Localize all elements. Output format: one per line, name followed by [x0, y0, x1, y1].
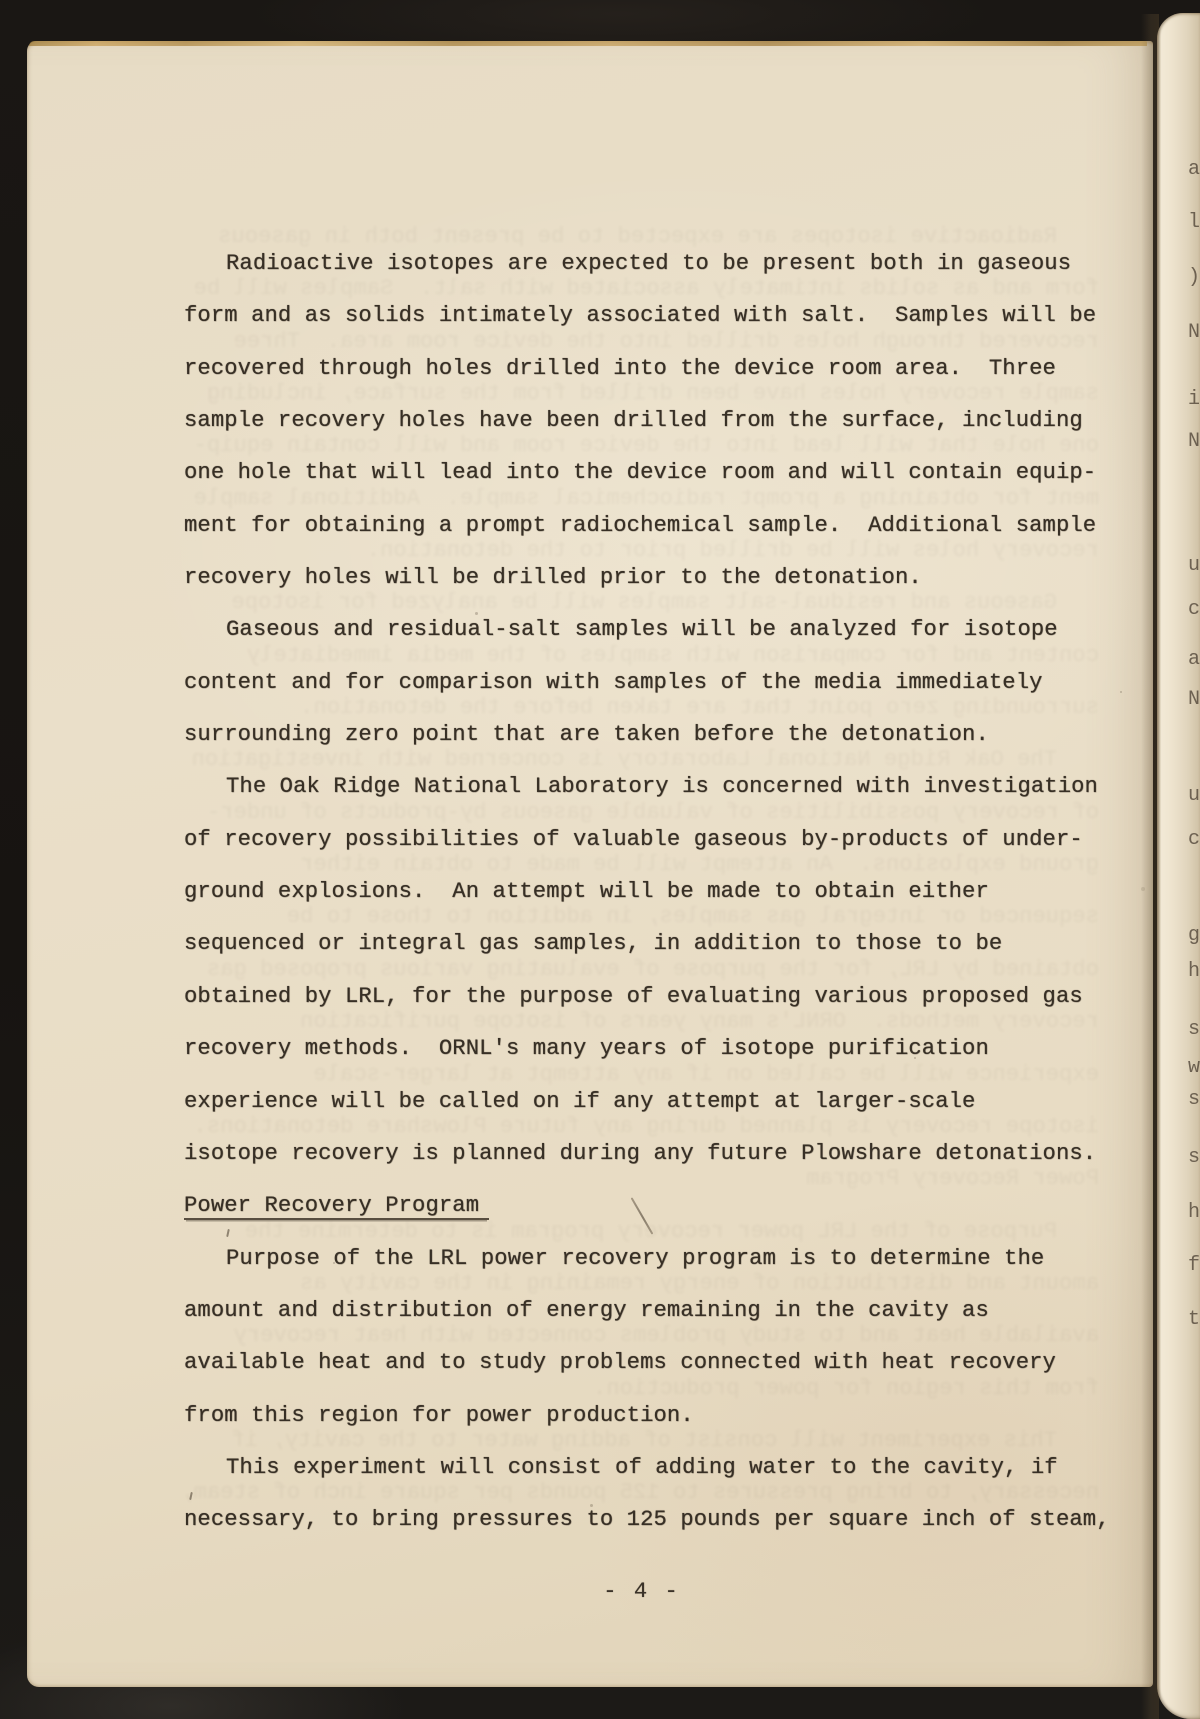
next-page-text-fragment: s — [1188, 1018, 1200, 1041]
ink-speck — [333, 1262, 335, 1264]
next-page-text-fragment: ) — [1188, 266, 1200, 289]
typed-line: sample recovery holes have been drilled from the surface, including — [184, 408, 1083, 434]
next-page-text-fragment: N — [1188, 430, 1200, 453]
document-page — [27, 41, 1153, 1687]
typed-line: obtained by LRL, for the purpose of evaluating various proposed gas — [184, 983, 1083, 1009]
next-page-text-fragment: N — [1188, 321, 1200, 344]
next-page-text-fragment: c — [1188, 828, 1200, 851]
next-page-text-fragment: c — [1188, 598, 1200, 621]
next-page-text-fragment: h — [1188, 960, 1200, 983]
next-page-text-fragment: a — [1188, 158, 1200, 181]
typed-line: available heat and to study problems connected with heat recovery — [184, 1350, 1056, 1376]
page-top-edge — [29, 41, 1147, 46]
typed-line: of recovery possibilities of valuable gaseous by-products of under- — [184, 826, 1083, 852]
typed-line: recovery holes will be drilled prior to the detonation. — [184, 565, 922, 591]
typed-line: Gaseous and residual-salt samples will be analyzed for isotope — [226, 617, 1058, 643]
typed-line: one hole that will lead into the device room and will contain equip- — [184, 460, 1097, 486]
next-page-text-fragment: N — [1188, 688, 1200, 711]
typed-line: recovery methods. ORNL's many years of isotope purification — [184, 1036, 989, 1062]
typed-line: form and as solids intimately associated with salt. Samples will be — [184, 303, 1097, 329]
typed-line: The Oak Ridge National Laboratory is concerned with investigation — [226, 774, 1098, 800]
typed-line: surrounding zero point that are taken before the detonation. — [184, 722, 989, 748]
typed-text-block — [184, 238, 1110, 1547]
ink-speck — [590, 1504, 593, 1507]
typed-line: amount and distribution of energy remaining in the cavity as — [184, 1297, 989, 1323]
typed-line: sequenced or integral gas samples, in addition to those to be — [184, 931, 1003, 957]
typed-line: This experiment will consist of adding water to the cavity, if — [226, 1454, 1058, 1480]
typed-line: ment for obtaining a prompt radiochemical sample. Additional sample — [184, 512, 1097, 538]
next-page-text-fragment: u — [1188, 554, 1200, 577]
typed-line: isotope recovery is planned during any future Plowshare detonations. — [184, 1140, 1097, 1166]
next-page-edge — [1157, 13, 1200, 1719]
typed-line: experience will be called on if any attempt at larger-scale — [184, 1088, 976, 1114]
typed-line: ground explosions. An attempt will be made to obtain either — [184, 879, 989, 905]
ink-speck — [914, 1057, 916, 1059]
page-number: - 4 - — [603, 1579, 680, 1604]
ink-speck — [475, 612, 478, 615]
section-heading — [184, 1180, 1099, 1232]
typed-line: content and for comparison with samples of the media immediately — [184, 669, 1043, 695]
next-page-text-fragment: s — [1188, 1088, 1200, 1111]
next-page-text-fragment: a — [1188, 648, 1200, 671]
typed-line: Radioactive isotopes are expected to be present both in gaseous — [226, 251, 1072, 276]
next-page-text-fragment: t — [1188, 1308, 1200, 1331]
next-page-text-fragment: l — [1188, 211, 1200, 234]
next-page-text-fragment: i — [1188, 388, 1200, 411]
typed-line: recovered through holes drilled into the device room area. Three — [184, 355, 1056, 381]
typed-line: from this region for power production. — [184, 1402, 694, 1428]
typed-line: Purpose of the LRL power recovery program is to determine the — [226, 1245, 1045, 1271]
ink-speck — [1120, 691, 1122, 693]
typed-line: necessary, to bring pressures to 125 pounds per square inch of steam, — [184, 1507, 1110, 1533]
bleed-through-layer: Radioactive isotopes are expected to be present both in gaseous form and as solids intimately associated with salt. Samples will be recovered through holes drilled into the device room area. Three sample recovery holes have been drilled from the surface, including one hole that will lead into the device room and will contain equip- ment for obtaining a prompt radiochemical sample. Additional sample recovery holes will be drilled prior to the detonation. Gaseous and residual-salt samples will be analyzed for isotope content and for comparison with samples of the media immediately surrounding zero point that are taken before the detonation. The Oak Ridge National Laboratory is concerned with investigation of recovery possibilities of valuable gaseous by-products of under- ground explosions. An attempt will be made to obtain either sequenced or integral gas samples, in addition to those to be obtained by LRL, for the purpose of evaluating various proposed gas recovery methods. ORNL's many years of isotope purification experience will be called on if any attempt at larger-scale isotope recovery is planned during any future Plowshare detonations. Power Recovery Program Purpose of the LRL power recovery program is to determine the amount and distribution of energy remaining in the cavity as available heat and to study problems connected with heat recovery from this region for power production. This experiment will consist of adding water to the cavity, if necessary, to bring pressures to 125 pounds per square inch of steam, — [180, 224, 1099, 1506]
next-page-text-fragment: h — [1188, 1201, 1200, 1224]
section-heading-underlined-text: Power Recovery Program — [184, 1193, 489, 1220]
next-page-text-fragment: s — [1188, 1146, 1200, 1169]
next-page-text-fragment: w — [1188, 1056, 1200, 1079]
next-page-text-fragment: g — [1188, 924, 1200, 947]
next-page-text-fragment: u — [1188, 784, 1200, 807]
next-page-text-fragment: f — [1188, 1254, 1200, 1277]
